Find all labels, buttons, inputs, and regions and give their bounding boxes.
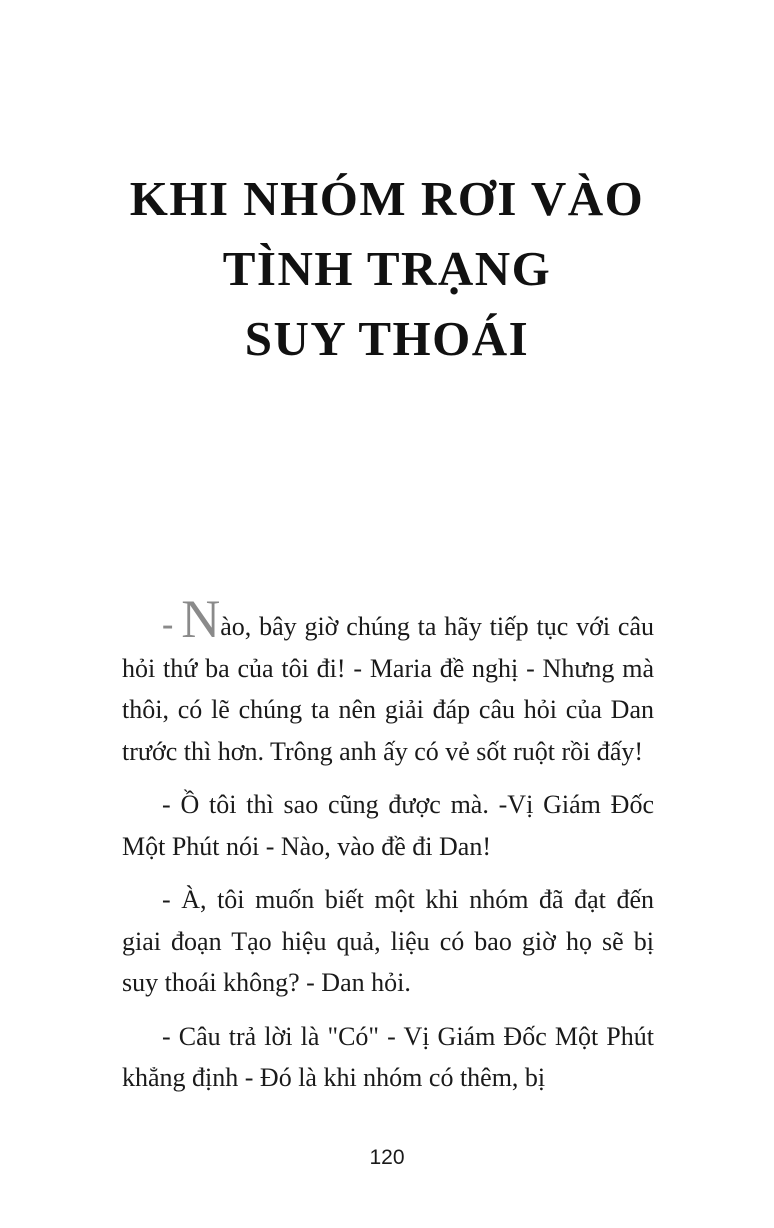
paragraph-3: - À, tôi muốn biết một khi nhóm đã đạt đến giai đoạn Tạo hiệu quả, liệu có bao giờ họ sẽ bị suy thoái không? - Dan hỏi. <box>122 885 654 997</box>
body-text <box>122 589 655 1111</box>
page-number: 120 <box>369 1146 405 1169</box>
paragraph-1 <box>122 589 655 772</box>
paragraph-4: - Câu trả lời là "Có" - Vị Giám Đốc Một Phút khẳng định - Đó là khi nhóm có thêm, bị <box>122 1021 654 1092</box>
dropcap-dash: - <box>162 606 174 643</box>
chapter-title-line-1: KHI NHÓM RƠI VÀO <box>129 171 645 226</box>
paragraph-2: - Ồ tôi thì sao cũng được mà. -Vị Giám Đốc Một Phút nói - Nào, vào đề đi Dan! <box>122 790 654 861</box>
paragraph-1-text: ào, bây giờ chúng ta hãy tiếp tục với câu hỏi thứ ba của tôi đi! - Maria đề nghị - Nhưng mà thôi, có lẽ chúng ta nên giải đáp câu hỏi của Dan trước thì hơn. Trông anh ấy có vẻ sốt ruột rồi đấy! <box>122 612 655 766</box>
chapter-title-line-2: TÌNH TRẠNG <box>222 241 552 296</box>
dropcap-letter: N <box>181 589 221 649</box>
chapter-title <box>60 164 714 374</box>
chapter-title-line-3: SUY THOÁI <box>244 311 530 366</box>
